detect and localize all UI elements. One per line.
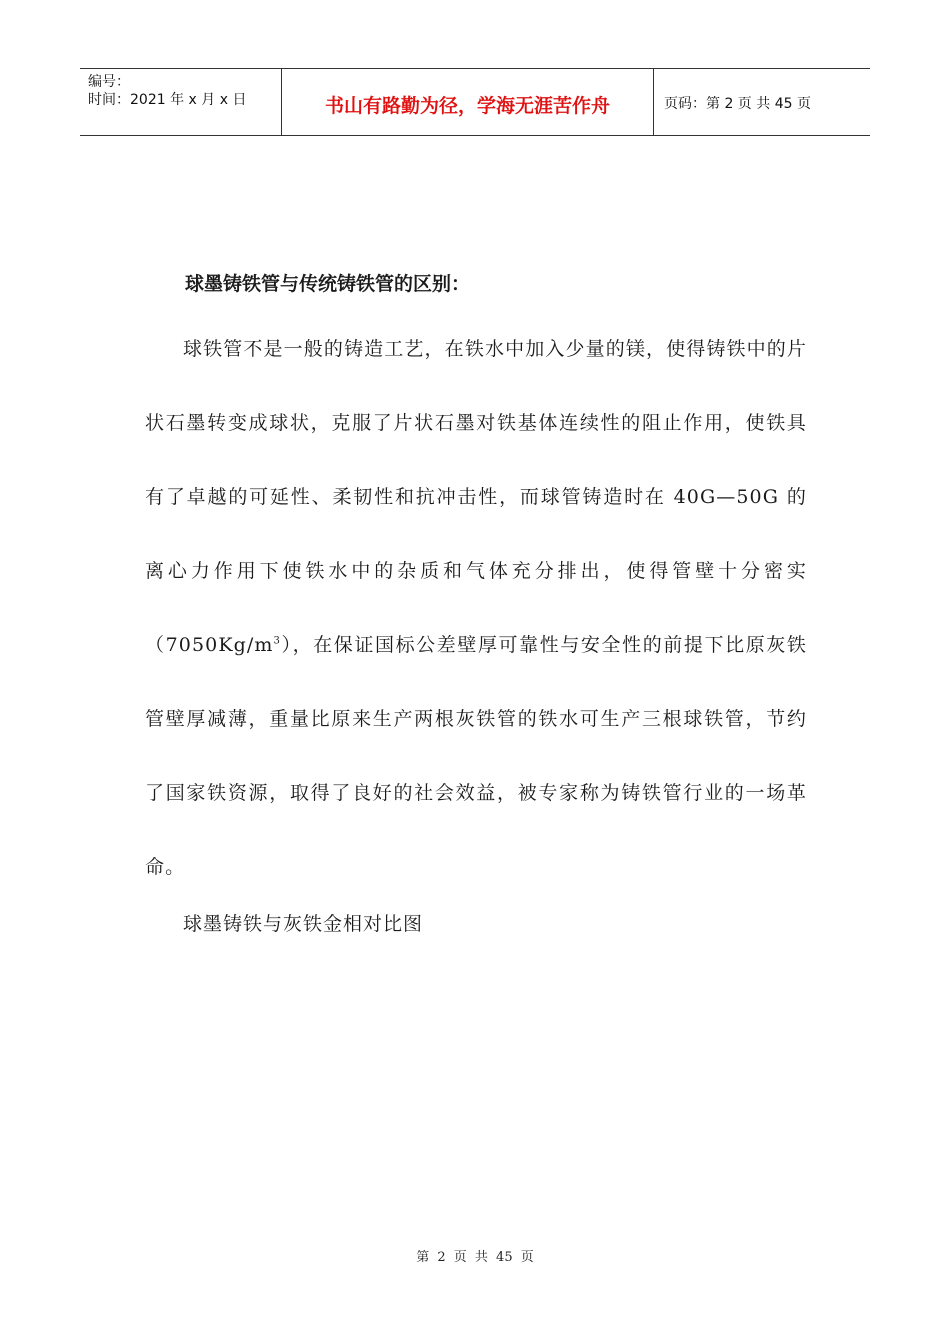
body-paragraph	[145, 312, 807, 904]
header-page-info: 页码：第 2 页 共 45 页	[664, 96, 811, 112]
header-meta	[80, 69, 282, 135]
page-header	[80, 68, 870, 136]
paragraph-text-part1: 球铁管不是一般的铸造工艺，在铁水中加入少量的镁，使得铸铁中的片状石墨转变成球状，克服了片状石墨对铁基体连续性的阻止作用，使铁具有了卓越的可延性、柔韧性和抗冲击性，而球管铸造时在 40G—50G 的离心力作用下使铁水中的杂质和气体充分排出，使得管壁十分密实（7050Kg/m	[145, 338, 807, 656]
document-number-label: 编号：	[88, 74, 130, 90]
document-body	[145, 262, 807, 944]
figure-caption: 球墨铸铁与灰铁金相对比图	[183, 913, 424, 935]
document-time-label: 时间：2021 年 x 月 x 日	[88, 92, 247, 108]
unit-superscript: 3	[273, 635, 281, 647]
page-footer: 第 2 页 共 45 页	[416, 1250, 534, 1265]
header-motto: 书山有路勤为径，学海无涯苦作舟	[282, 69, 654, 135]
paragraph-text-part2: ），在保证国标公差壁厚可靠性与安全性的前提下比原灰铁管壁厚减薄，重量比原来生产两根灰铁管的铁水可生产三根球铁管，节约了国家铁资源，取得了良好的社会效益，被专家称为铸铁管行业的一场革命。	[145, 634, 807, 878]
section-heading: 球墨铸铁管与传统铸铁管的区别：	[185, 273, 471, 295]
